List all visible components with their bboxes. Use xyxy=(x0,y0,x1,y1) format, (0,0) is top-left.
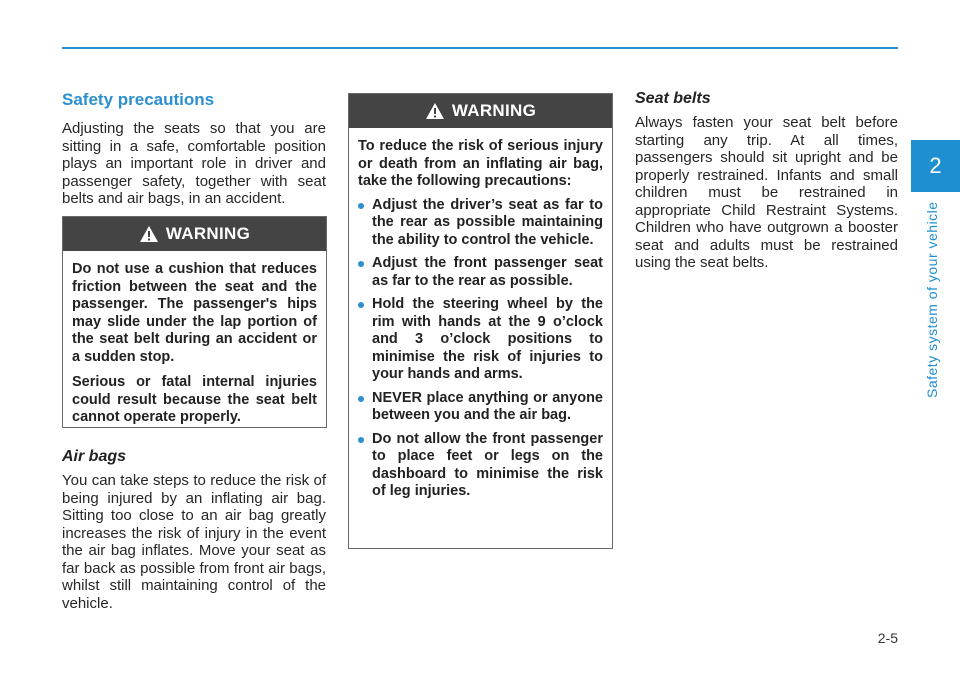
warning-box-cushion xyxy=(62,216,327,428)
list-item xyxy=(358,431,603,501)
warning-triangle-icon xyxy=(139,225,159,243)
airbags-section xyxy=(62,448,326,612)
list-item xyxy=(358,296,603,384)
safety-precautions-text: Adjusting the seats so that you are sitting in a safe, comfortable position plays an important role in driver and passenger safety, together with seat belts and air bags, in an accident. xyxy=(62,120,326,207)
air-bags-text: You can take steps to reduce the risk of being injured by an inflating air bag. Sitting too close to an air bag greatly increases the risk of injury in the event the air bag inflates. Move your seat as far back as possible from front air bags, whilst still maintaining control of the vehicle. xyxy=(62,472,326,612)
chapter-tab: 2 xyxy=(911,140,960,192)
warning-body xyxy=(63,251,326,443)
list-item xyxy=(358,197,603,250)
section-heading-safety-precautions: Safety precautions xyxy=(62,90,215,109)
seat-belts-text: Always fasten your seat belt before starting any trip. At all times, passengers should sit upright and be properly restrained. Infants and small children must be restrained in appropriate Child Restraint Systems. Children who have outgrown a booster seat and adults must be restrained using the seat belts. xyxy=(635,114,898,271)
left-column xyxy=(62,90,326,208)
bullet-dot-icon xyxy=(358,396,364,402)
precautions-list xyxy=(358,197,603,501)
list-item xyxy=(358,255,603,290)
list-item-text: Adjust the driver’s seat as far to the rear as possible maintaining the ability to control the vehicle. xyxy=(372,196,603,248)
list-item-text: Do not allow the front passenger to place feet or legs on the dashboard to minimise the risk of leg injuries. xyxy=(372,430,603,499)
header-rule xyxy=(62,47,898,49)
section-heading-air-bags: Air bags xyxy=(62,448,127,465)
chapter-title xyxy=(924,198,946,398)
warning-header xyxy=(63,217,326,251)
list-item-text: NEVER place anything or anyone between you and the air bag. xyxy=(372,389,603,423)
bullet-dot-icon xyxy=(358,203,364,209)
bullet-dot-icon xyxy=(358,437,364,443)
bullet-dot-icon xyxy=(358,261,364,267)
warning-header xyxy=(349,94,612,128)
warning-box-air-bag xyxy=(348,93,613,549)
warning-title: WARNING xyxy=(451,101,537,120)
warning-title: WARNING xyxy=(165,224,251,243)
chapter-title-text: Safety system of your vehicle xyxy=(924,201,940,398)
warning-body xyxy=(349,128,612,515)
warning-paragraph: Serious or fatal internal injuries could result because the seat belt cannot operate properly. xyxy=(72,374,317,425)
right-column xyxy=(635,90,898,272)
list-item-text: Hold the steering wheel by the rim with hands at the 9 o’clock and 3 o’clock positions to minimise the risk of injuries to your hands and arms. xyxy=(372,296,603,382)
warning-paragraph: Do not use a cushion that reduces friction between the seat and the passenger. The passenger's hips may slide under the lap portion of the seat belt during an accident or a sudden stop. xyxy=(72,261,317,365)
list-item-text: Adjust the front passenger seat as far to the rear as possible. xyxy=(372,255,603,289)
list-item xyxy=(358,390,603,425)
bullet-dot-icon xyxy=(358,302,364,308)
section-heading-seat-belts: Seat belts xyxy=(635,90,711,107)
warning-intro: To reduce the risk of serious injury or death from an inflating air bag, take the following precautions: xyxy=(358,138,603,189)
warning-triangle-icon xyxy=(425,102,445,120)
page-number: 2-5 xyxy=(877,630,898,646)
